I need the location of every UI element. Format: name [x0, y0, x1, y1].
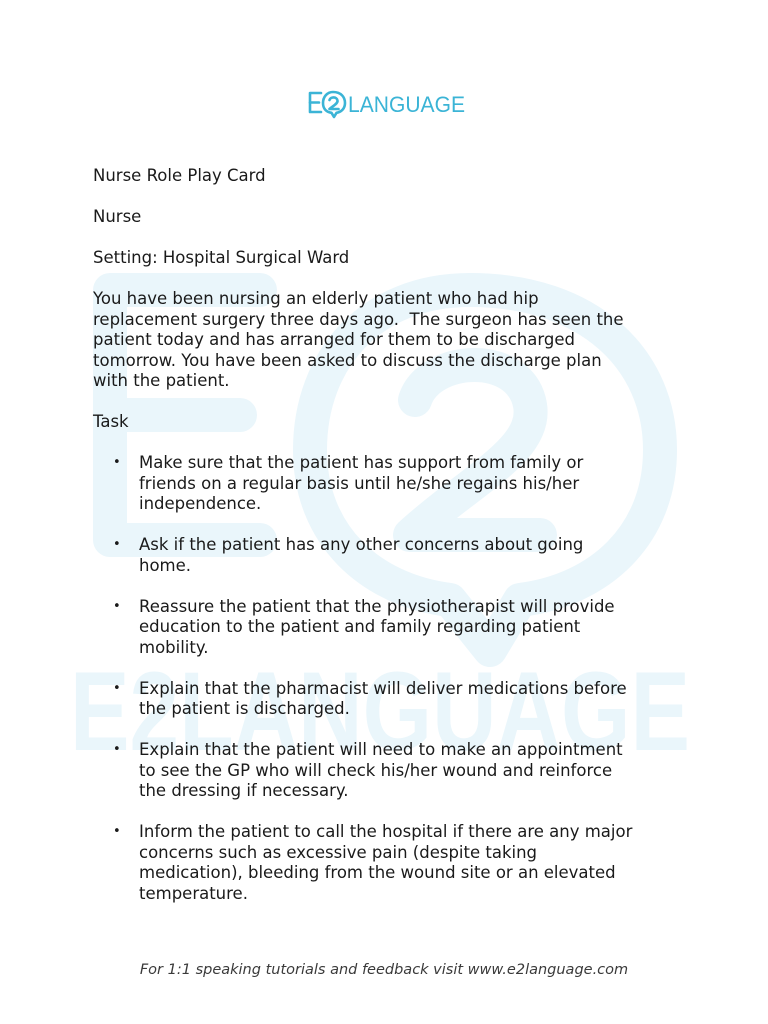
setting-label: Setting: Hospital Surgical Ward [93, 248, 350, 267]
task-line: Explain that the patient will need to make an appointment [139, 740, 623, 759]
intro-line: patient today and has arranged for them to be discharged [93, 330, 576, 349]
task-line: the dressing if necessary. [139, 781, 349, 800]
bullet-icon: • [113, 537, 121, 552]
bullet-icon: • [113, 598, 121, 614]
task-line: temperature. [139, 883, 248, 903]
bullet-icon: • [113, 824, 121, 839]
task-line: Make sure that the patient has support from family or [139, 453, 584, 472]
task-item [93, 453, 693, 515]
card-title: Nurse Role Play Card [93, 166, 266, 185]
intro-line: with the patient. [93, 371, 230, 390]
task-item [93, 535, 693, 576]
task-line: medication), bleeding from the wound site or an elevated [139, 863, 616, 882]
task-item [93, 740, 693, 802]
role-label: Nurse [93, 207, 142, 226]
task-line: the patient is discharged. [139, 699, 350, 718]
intro-line: You have been nursing an elderly patient who had hip [93, 289, 539, 308]
task-line: Ask if the patient has any other concerns about going [139, 535, 584, 554]
task-line: friends on a regular basis until he/she regains his/her [139, 473, 580, 493]
task-line: Explain that the pharmacist will deliver medications before [139, 678, 627, 698]
task-line: Inform the patient to call the hospital if there are any major [139, 822, 633, 841]
task-line: independence. [139, 494, 262, 513]
task-list [93, 453, 693, 904]
bullet-icon: • [113, 680, 121, 696]
task-item [93, 679, 693, 720]
role-play-card [93, 166, 693, 925]
task-line: Reassure the patient that the physiotherapist will provide [139, 596, 615, 616]
intro-line: replacement surgery three days ago. The surgeon has seen the [93, 309, 624, 329]
task-line: mobility. [139, 637, 209, 657]
task-line: concerns such as excessive pain (despite taking [139, 842, 538, 862]
task-item [93, 822, 693, 904]
intro-line: tomorrow. You have been asked to discuss the discharge plan [93, 350, 602, 370]
logo-wordmark: LANGUAGE [348, 92, 465, 117]
task-line: education to the patient and family regarding patient [139, 617, 581, 636]
bullet-icon: • [113, 742, 121, 757]
footer-note: For 1:1 speaking tutorials and feedback visit www.e2language.com [139, 962, 629, 978]
task-item [93, 597, 693, 659]
watermark-text: E2LANGUAGE [70, 649, 690, 770]
task-line: to see the GP who will check his/her wound and reinforce [139, 760, 613, 780]
bullet-icon: • [113, 455, 121, 470]
task-line: home. [139, 555, 192, 575]
task-heading: Task [93, 412, 129, 431]
intro-paragraph [93, 289, 693, 392]
e2language-logo [307, 86, 467, 126]
